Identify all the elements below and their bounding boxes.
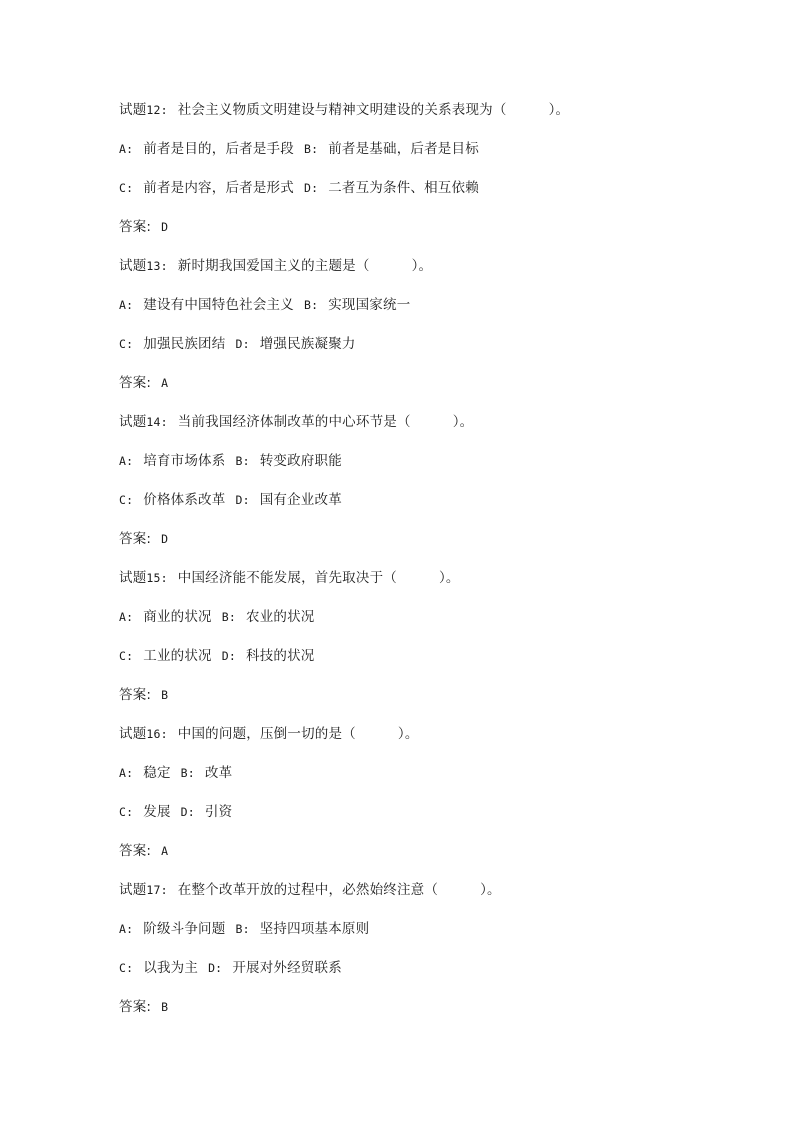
- question-text: 中国经济能不能发展，首先取决于（: [177, 570, 397, 586]
- answer-value: A: [161, 844, 169, 858]
- answer-value: D: [161, 532, 169, 546]
- option-d-key: D:: [235, 493, 250, 507]
- options-row-cd: [119, 333, 719, 372]
- question-close: ）。: [397, 726, 419, 742]
- option-c-text: 发展: [143, 804, 171, 820]
- option-c-key: C:: [119, 493, 134, 507]
- options-row-ab: [119, 138, 719, 177]
- options-row-cd: [119, 957, 719, 996]
- answer-label: 答案:: [119, 999, 152, 1015]
- question-number: 14: [146, 415, 161, 429]
- answer-value: B: [161, 688, 169, 702]
- options-row-ab: [119, 918, 719, 957]
- question-number: 15: [146, 571, 161, 585]
- option-b-key: B:: [303, 142, 319, 156]
- question-prefix: 试题: [119, 414, 147, 430]
- option-a-key: A:: [119, 766, 134, 780]
- question-stem: [119, 255, 719, 294]
- options-row-cd: [119, 177, 719, 216]
- answer-label: 答案:: [119, 375, 152, 391]
- option-a-key: A:: [119, 922, 134, 936]
- option-d-key: D:: [221, 649, 236, 663]
- option-c-text: 价格体系改革: [143, 492, 226, 508]
- answer-row: [119, 684, 719, 723]
- option-d-text: 增强民族凝聚力: [259, 336, 356, 352]
- answer-row: [119, 840, 719, 879]
- question-text: 新时期我国爱国主义的主题是（: [177, 258, 370, 274]
- question-colon: :: [160, 571, 168, 585]
- question-close: ）。: [452, 414, 474, 430]
- question-number: 16: [146, 727, 161, 741]
- option-b-text: 改革: [204, 765, 233, 781]
- answer-value: A: [161, 376, 169, 390]
- option-c-key: C:: [119, 649, 134, 663]
- answer-value: D: [161, 220, 169, 234]
- option-b-text: 坚持四项基本原则: [259, 921, 370, 937]
- question-block: [119, 411, 719, 567]
- options-row-ab: [119, 450, 719, 489]
- option-b-key: B:: [221, 610, 236, 624]
- question-close: ）。: [411, 258, 433, 274]
- answer-label: 答案:: [119, 843, 152, 859]
- question-prefix: 试题: [119, 726, 147, 742]
- option-a-key: A:: [119, 298, 134, 312]
- option-b-text: 实现国家统一: [328, 297, 411, 313]
- option-d-text: 国有企业改革: [259, 492, 342, 508]
- option-d-text: 科技的状况: [246, 648, 315, 664]
- option-b-text: 农业的状况: [246, 609, 315, 625]
- option-c-text: 加强民族团结: [143, 336, 226, 352]
- answer-label: 答案:: [119, 687, 152, 703]
- options-row-cd: [119, 489, 719, 528]
- option-c-text: 以我为主: [143, 960, 199, 976]
- question-close: ）。: [548, 102, 570, 118]
- option-b-key: B:: [180, 766, 195, 780]
- option-a-key: A:: [119, 142, 134, 156]
- question-number: 13: [146, 259, 161, 273]
- option-a-text: 前者是目的，后者是手段: [143, 141, 294, 157]
- question-colon: :: [160, 259, 168, 273]
- option-b-text: 前者是基础，后者是目标: [328, 141, 479, 157]
- option-c-key: C:: [119, 337, 134, 351]
- question-close: ）。: [438, 570, 460, 586]
- question-colon: :: [160, 883, 168, 897]
- question-prefix: 试题: [119, 882, 147, 898]
- question-list: [119, 99, 719, 1035]
- question-prefix: 试题: [119, 570, 147, 586]
- option-c-key: C:: [119, 961, 134, 975]
- answer-row: [119, 216, 719, 255]
- options-row-cd: [119, 645, 719, 684]
- option-d-text: 开展对外经贸联系: [232, 960, 342, 976]
- question-text: 中国的问题，压倒一切的是（: [177, 726, 356, 742]
- option-c-key: C:: [119, 181, 134, 195]
- answer-row: [119, 372, 719, 411]
- question-number: 17: [146, 883, 161, 897]
- option-a-text: 商业的状况: [143, 609, 212, 625]
- question-block: [119, 99, 719, 255]
- question-block: [119, 567, 719, 723]
- option-c-key: C:: [119, 805, 134, 819]
- question-prefix: 试题: [119, 102, 147, 118]
- option-d-key: D:: [208, 961, 223, 975]
- options-row-ab: [119, 762, 719, 801]
- question-prefix: 试题: [119, 258, 147, 274]
- answer-label: 答案:: [119, 219, 152, 235]
- answer-value: B: [161, 1000, 169, 1014]
- option-b-key: B:: [303, 298, 319, 312]
- options-row-ab: [119, 606, 719, 645]
- option-b-key: B:: [235, 922, 250, 936]
- option-b-key: B:: [235, 454, 250, 468]
- option-d-text: 二者互为条件、相互依赖: [328, 180, 479, 196]
- option-c-text: 工业的状况: [143, 648, 212, 664]
- question-stem: [119, 723, 719, 762]
- options-row-cd: [119, 801, 719, 840]
- option-a-text: 建设有中国特色社会主义: [143, 297, 294, 313]
- question-close: ）。: [480, 882, 501, 898]
- option-d-key: D:: [303, 181, 319, 195]
- question-stem: [119, 411, 719, 450]
- option-a-key: A:: [119, 454, 134, 468]
- answer-row: [119, 996, 719, 1035]
- option-d-text: 引资: [204, 804, 233, 820]
- option-d-key: D:: [235, 337, 250, 351]
- option-d-key: D:: [180, 805, 195, 819]
- options-row-ab: [119, 294, 719, 333]
- option-a-text: 培育市场体系: [143, 453, 226, 469]
- question-block: [119, 255, 719, 411]
- question-text: 社会主义物质文明建设与精神文明建设的关系表现为（: [177, 102, 507, 118]
- question-stem: [119, 879, 719, 918]
- question-stem: [119, 567, 719, 606]
- option-c-text: 前者是内容，后者是形式: [143, 180, 294, 196]
- question-colon: :: [160, 415, 168, 429]
- question-stem: [119, 99, 719, 138]
- question-block: [119, 879, 719, 1035]
- answer-label: 答案:: [119, 531, 152, 547]
- option-b-text: 转变政府职能: [259, 453, 342, 469]
- option-a-text: 阶级斗争问题: [143, 921, 226, 937]
- question-block: [119, 723, 719, 879]
- option-a-text: 稳定: [143, 765, 171, 781]
- question-number: 12: [146, 103, 161, 117]
- question-text: 当前我国经济体制改革的中心环节是（: [177, 414, 411, 430]
- option-a-key: A:: [119, 610, 134, 624]
- question-colon: :: [160, 727, 168, 741]
- question-colon: :: [160, 103, 168, 117]
- question-text: 在整个改革开放的过程中，必然始终注意（: [177, 882, 439, 898]
- answer-row: [119, 528, 719, 567]
